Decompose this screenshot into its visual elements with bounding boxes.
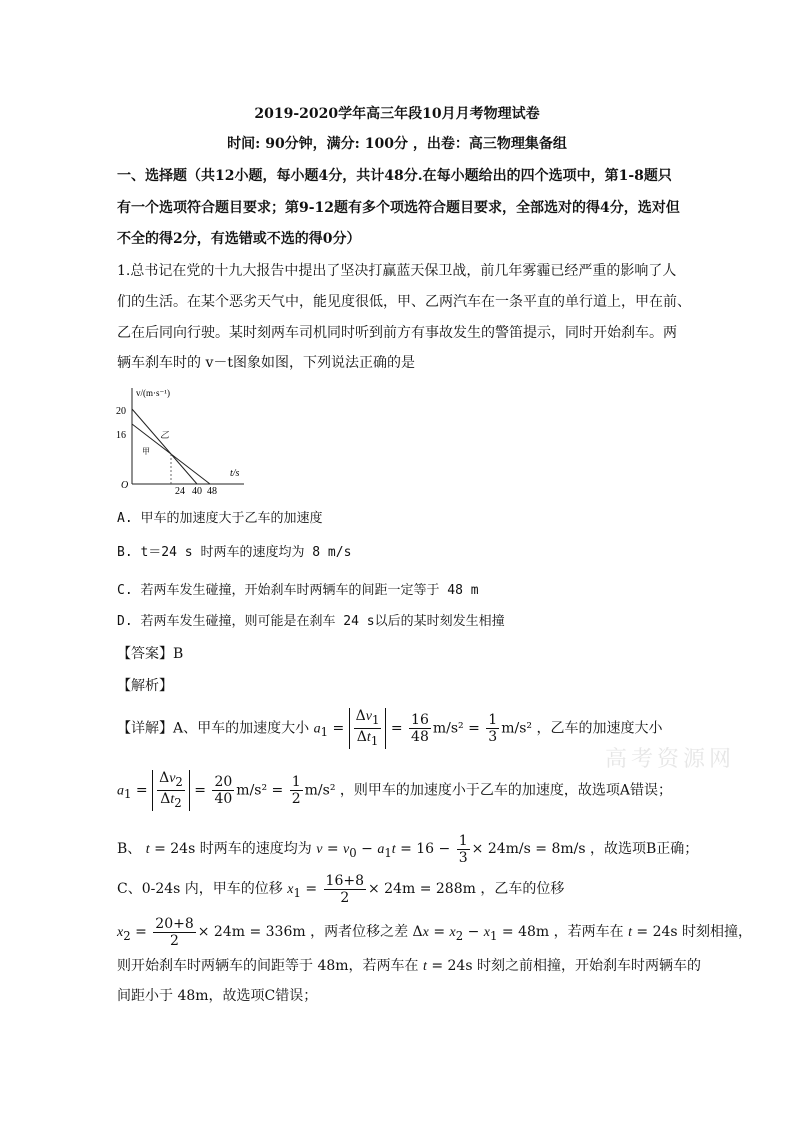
option-d: D. 若两车发生碰撞，则可能是在刹车 24 s以后的某时刻发生相撞	[117, 614, 505, 629]
answer: 【答案】B	[117, 646, 184, 662]
analysis-c-line3-b: 时刻之前相撞，开始刹车时两辆车的	[476, 958, 701, 974]
question-line: 乙在后同向行驶。某时刻两车司机同时听到前方有事故发生的警笛提示，同时开始刹车。两	[117, 325, 677, 341]
analysis-b-mid: 时两车的速度均为	[199, 841, 312, 857]
analysis-b-prefix: B、	[117, 841, 142, 857]
analysis-c-line1-suffix: ，乙车的位移	[480, 881, 565, 897]
label-jia: 甲	[142, 447, 150, 456]
analysis-c-line3: 则开始刹车时两辆车的间距等于 48m，若两车在 t = 24s 时刻之前相撞，开始刹车时两辆车的	[117, 958, 701, 974]
vt-graph	[112, 384, 252, 494]
section-header-line: 一、选择题（共12小题，每小题4分，共计48分.在每小题给出的四个选项中，第1-8题只	[117, 168, 672, 184]
analysis-a2-line: $a_1$ = $\frac{\Delta v_2}{\Delta t_2}$ = $\frac{20}{40}$ m/s² = $\frac{1}{2}$ m/s² ，则甲车的加速度小于乙车的加速度，故选项A错误；	[117, 770, 672, 810]
analysis-a2-suffix: ，则甲车的加速度小于乙车的加速度，故选项A错误；	[339, 782, 672, 799]
analysis-a-line: 【详解】A、甲车的加速度大小 $a_1$ = $\frac{\Delta v_1}{\Delta t_1}$ = $\frac{16}{48}$ m/s² = $\frac{1}{3}$ m/s² ，乙车的加速度大小	[117, 708, 663, 748]
page-title: 2019-2020学年高三年段10月月考物理试卷	[254, 106, 540, 122]
analysis-a-prefix: 【详解】A、甲车的加速度大小	[117, 720, 310, 737]
question-line: 辆车刹车时的 v－t图象如图，下列说法正确的是	[117, 355, 415, 371]
analysis-c-line4: 间距小于 48m，故选项C错误；	[117, 988, 318, 1004]
origin-label: O	[121, 480, 129, 491]
analysis-c-line1: C、0-24s 内，甲车的位移 $x_1$ = $\frac{16+8}{2}$ × 24m = 288m ，乙车的位移	[117, 872, 565, 906]
x-axis-label: t/s	[230, 468, 240, 479]
option-b: B. t＝24 s 时两车的速度均为 8 m/s	[117, 545, 352, 560]
analysis-b-line: B、 t = 24s 时两车的速度均为 $v = v_0 - a_1t = 16$ − $\frac{1}{3}$ × 24m/s = 8m/s ，故选项B正确；	[117, 832, 699, 866]
option-a: A. 甲车的加速度大于乙车的加速度	[117, 511, 323, 526]
y-tick-20: 20	[116, 406, 126, 417]
analysis-b-suffix: ，故选项B正确；	[589, 841, 699, 857]
analysis-c-line2: $x_2$ = $\frac{20+8}{2}$ × 24m = 336m ，两者位移之差 $\Delta x = x_2 - x_1 = 48m$ ，若两车在 t = 24s 时刻相撞，	[117, 915, 753, 949]
analysis-a-mid: ，乙车的加速度大小	[536, 720, 663, 737]
question-line: 们的生活。在某个恶劣天气中，能见度很低，甲、乙两汽车在一条平直的单行道上，甲在前、	[117, 294, 691, 310]
option-c: C. 若两车发生碰撞，开始刹车时两辆车的间距一定等于 48 m	[117, 583, 479, 598]
analysis-c-line2-suffix: ，若两车在	[553, 924, 624, 940]
question-line: 1.总书记在党的十九大报告中提出了坚决打赢蓝天保卫战，前几年雾霾已经严重的影响了人	[117, 263, 677, 279]
page-subtitle: 时间: 90分钟，满分: 100分 ，出卷：高三物理集备组	[227, 136, 567, 152]
section-header-line: 有一个选项符合题目要求；第9-12题有多个项选符合题目要求，全部选对的得4分，选对但	[117, 200, 680, 216]
y-axis-label: v/(m·s⁻¹)	[136, 388, 170, 398]
analysis-c-line2-end: 时刻相撞，	[682, 924, 753, 940]
analysis-header: 【解析】	[117, 678, 173, 694]
analysis-c-line1-text: C、0-24s 内，甲车的位移	[117, 881, 283, 897]
analysis-c-line3-a: 则开始刹车时两辆车的间距等于 48m，若两车在	[117, 958, 419, 974]
x-tick-48: 48	[207, 486, 217, 494]
analysis-c-line2-mid: ，两者位移之差	[310, 924, 409, 940]
y-tick-16: 16	[116, 430, 126, 441]
watermark: 高考资源网	[605, 747, 736, 772]
x-tick-24: 24	[175, 486, 185, 494]
label-yi: 乙	[160, 430, 170, 440]
section-header-line: 不全的得2分，有选错或不选的得0分）	[117, 231, 361, 247]
x-tick-40: 40	[192, 486, 202, 494]
